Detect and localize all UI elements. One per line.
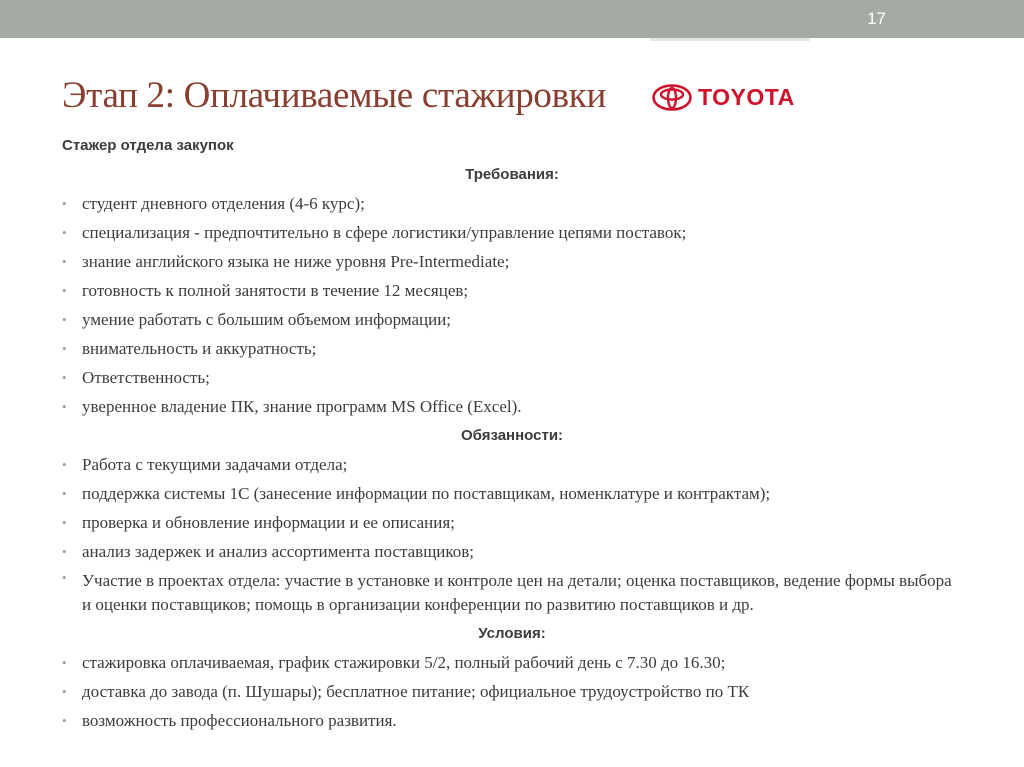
section-heading: Обязанности: xyxy=(460,427,564,444)
requirements-list xyxy=(62,189,962,421)
duties-section xyxy=(62,421,962,619)
toyota-logo xyxy=(652,82,795,112)
list-item: • возможность профессионального развития. xyxy=(62,706,962,735)
list-item: • Участие в проектах отдела: участие в установке и контроле цен на детали; оценка поставщиков, ведение формы выбора и оценки поставщиков; помощь в организации конференции по развитию поставщиков и др. xyxy=(62,566,962,619)
slide-title: Этап 2: Оплачиваемые стажировки xyxy=(62,75,606,116)
list-item: • стажировка оплачиваемая, график стажировки 5/2, полный рабочий день с 7.30 до 16.30; xyxy=(62,648,962,677)
list-item: • Работа с текущими задачами отдела; xyxy=(62,450,962,479)
slide-body xyxy=(62,131,962,735)
position-title: Стажер отдела закупок xyxy=(62,137,234,154)
section-heading: Требования: xyxy=(465,166,559,183)
list-item: • уверенное владение ПК, знание программ MS Office (Excel). xyxy=(62,392,962,421)
list-item: • доставка до завода (п. Шушары); бесплатное питание; официальное трудоустройство по ТК xyxy=(62,677,962,706)
header-divider xyxy=(650,38,810,41)
list-item: • внимательность и аккуратность; xyxy=(62,334,962,363)
list-item: • студент дневного отделения (4-6 курс); xyxy=(62,189,962,218)
list-item: • специализация - предпочтительно в сфере логистики/управление цепями поставок; xyxy=(62,218,962,247)
section-heading: Условия: xyxy=(478,625,546,642)
header-bar xyxy=(0,0,1024,38)
duties-list xyxy=(62,450,962,619)
list-item: • анализ задержек и анализ ассортимента поставщиков; xyxy=(62,537,962,566)
slide-number: 17 xyxy=(867,9,886,28)
conditions-list xyxy=(62,648,962,735)
list-item: • готовность к полной занятости в течение 12 месяцев; xyxy=(62,276,962,305)
conditions-section xyxy=(62,619,962,735)
toyota-emblem-icon xyxy=(652,84,692,111)
requirements-section xyxy=(62,160,962,421)
list-item: • Ответственность; xyxy=(62,363,962,392)
list-item: • проверка и обновление информации и ее описания; xyxy=(62,508,962,537)
list-item: • знание английского языка не ниже уровня Pre-Intermediate; xyxy=(62,247,962,276)
list-item: • поддержка системы 1С (занесение информации по поставщикам, номенклатуре и контрактам); xyxy=(62,479,962,508)
logo-wordmark: TOYOTA xyxy=(698,83,795,110)
list-item: • умение работать с большим объемом информации; xyxy=(62,305,962,334)
